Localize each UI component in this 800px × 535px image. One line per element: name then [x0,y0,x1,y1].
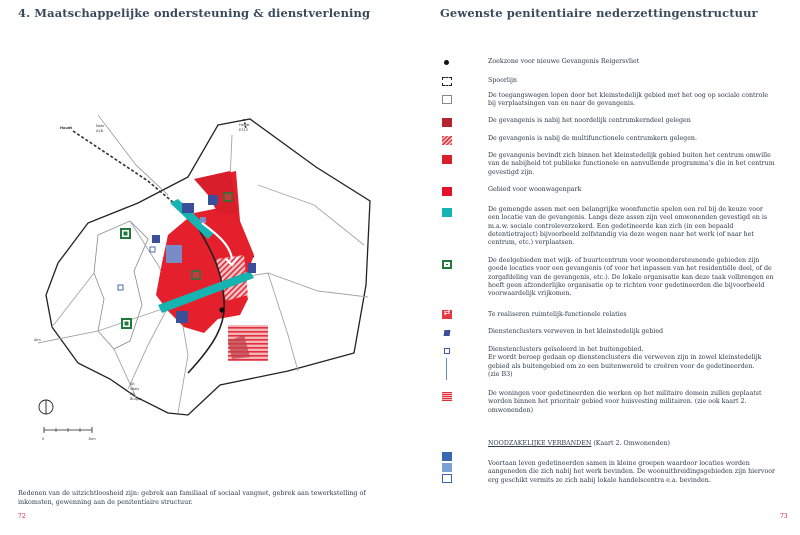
dot-icon [444,60,449,65]
dark-red-square-icon [442,118,452,127]
svg-text:Burger: Burger [130,397,142,401]
north-arrow [39,400,53,414]
map-caption: Redenen van de uitzichtloosheid zijn: gebrek aan familiaal of sociaal vangnet, gebrek aan tewerkstelling of inkomsten, gewenning aan de penitentiaire structuur. [18,489,366,506]
svg-text:E313: E313 [239,128,248,132]
search-zone-dot [219,307,224,312]
page-number-left: 72 [18,513,26,520]
scale-bar [42,427,96,441]
svg-text:0: 0 [42,437,45,441]
noodzakelijke-suffix: (Kaart 2. Omwonenden) [591,440,670,447]
svg-text:1km: 1km [88,437,96,441]
teal-square-icon [442,208,452,217]
settlement-map [18,95,390,455]
svg-text:Houdt: Houdt [239,123,250,127]
outlined-blue-square-icon [442,474,452,483]
bright-red-square-icon [442,187,452,196]
label-road-west: Alm [34,338,41,342]
vertical-line-icon [446,358,447,380]
svg-text:A1B: A1B [96,129,104,133]
double-arrow-icon [442,310,452,319]
svg-text:Vaals: Vaals [130,387,140,391]
page-number-right: 73 [780,513,788,520]
right-page-heading: Gewenste penitentiaire nederzettingenstructuur [440,6,758,20]
white-box-icon [442,95,452,104]
left-page-heading: 4. Maatschappelijke ondersteuning & dienstverlening [18,6,371,20]
right-page: Gewenste penitentiaire nederzettingenstructuur Zoekzone voor nieuwe Gevangenis Reigersvliet Spoorlijn De toegangswegen lopen door het kleinstedelijk gebied met het oog op sociale controle bij verplaatsingen van en naar de gevangenis. De gevangenis is nabij het noordelijk centrumkerndeel gelegen De gevangenis is nabij de multifunctionele centrumkern gelegen. De gevangenis bevindt zich binnen het kleinstedelijk gebied buiten het centrum omwille van de nabijheid tot publieke functionele en aanvullende programma's die in het centrum gevestigd zijn. Gebied voor woonwagenpark De gemengde assen met een belangrijke woonfunctie spelen een rol bij de keuze voor een locatie van de gevangenis. Langs deze assen zijn veel omwonenden gevestigd en is m.a.w. sociale controleverzekerd. Een gedetineerde kan zich (in een bepaald detentietraject) bijvoorbeeld zelfstandig via deze wegen naar het werk (of naar het centrum, etc.) verplaatsen. De deelgebieden met wijk- of buurtcentrum voor woonondersteunende gebieden zijn goede locaties voor een gevangenis (of voor het inpassen van het residentiële deel, of de zorgafdeling van de gevangenis, etc.). De lokale organisatie kan deze taak volbrengen en hoeft geen afzonderlijke organisatie op te richten voor gedetineerden die bijvoorbeeld voorwaardelijk vrijkomen. ⇄ Te realiseren ruimtelijk-functionele relaties Dienstenclusters verweven in het kleinstedelijk gebied Dienstenclusters geïsoleerd in het buitengebied. Er wordt beroep gedaan op dienstenclusters die verweven zijn in zowel kleinstedelijk gebied als buitengebied om zo een buitenwereld te creëren voor de gedetineerden. (zie B3) De woningen voor gedetineerden die werken op het militaire domein zullen geplaatst worden binnen het prioritair gebied voor huisvesting militairen. (zie ook kaart 2. omwonenden) NOODZAKELIJKE VERBANDEN (Kaart 2. Omwonenden) Voortaan leven gedetineerden samen in kleine groepen waardoor locaties worden aangeneden die zich nabij het werk bevinden. De woonuitbreidingsgebieden zijn hiervoor erg geschikt vermits ze zich nabij lokale handelscentra e.a. bevinden. 73 [400,0,800,535]
striped-square-icon [442,392,452,401]
hatched-square-icon [442,136,452,145]
svg-text:Alt: Alt [130,382,135,386]
isolated-cluster [150,247,155,252]
svg-text:Alt: Alt [130,392,135,396]
red-square-icon [442,155,452,164]
green-frame-icon [442,260,452,269]
label-road-top: Nahr [96,124,105,128]
navy-square-icon [444,330,451,336]
label-road-left: Houdt [60,126,73,130]
blue-square-icon [442,452,452,461]
small-box-icon [444,348,450,354]
dashed-box-icon [442,77,452,86]
light-blue-square-icon [442,463,452,472]
noodzakelijke-title: NOODZAKELIJKE VERBANDEN [488,440,592,447]
